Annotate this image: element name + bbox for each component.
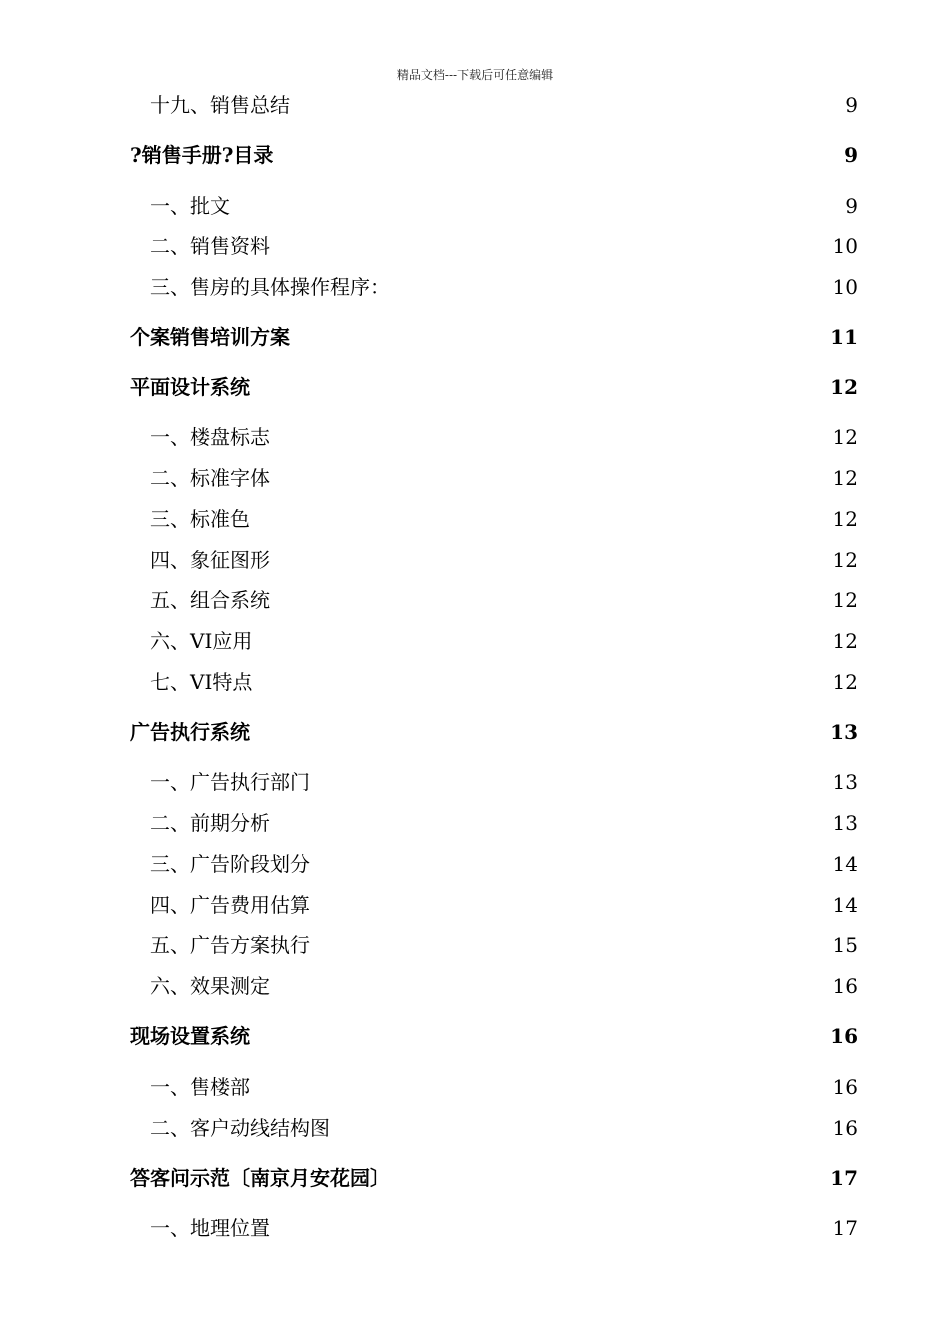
toc-entry-title: 三、售房的具体操作程序： bbox=[150, 275, 390, 299]
toc-entry[interactable] bbox=[150, 1073, 858, 1101]
toc-section[interactable] bbox=[130, 323, 858, 351]
toc-entry[interactable] bbox=[150, 850, 858, 878]
toc-entry[interactable] bbox=[150, 464, 858, 492]
toc-entry[interactable] bbox=[150, 627, 858, 655]
toc-section-title: 现场设置系统 bbox=[130, 1024, 250, 1048]
toc-entry-page: 12 bbox=[832, 629, 858, 653]
toc-entry-title: 六、效果测定 bbox=[150, 974, 270, 998]
page-header: 精品文档---下载后可任意编辑 bbox=[396, 68, 554, 82]
toc-section-page: 12 bbox=[830, 375, 858, 399]
toc-section-page: 9 bbox=[844, 143, 858, 167]
toc-entry-page: 12 bbox=[832, 466, 858, 490]
toc-entry-page: 17 bbox=[832, 1216, 858, 1240]
toc-entry-page: 15 bbox=[832, 933, 858, 957]
toc-entry[interactable] bbox=[150, 232, 858, 260]
toc-entry-title: 二、标准字体 bbox=[150, 466, 270, 490]
toc-entry-page: 16 bbox=[832, 1116, 858, 1140]
toc-entry-page: 13 bbox=[832, 811, 858, 835]
toc-entry[interactable] bbox=[150, 768, 858, 796]
toc-entry[interactable] bbox=[150, 931, 858, 959]
toc-entry-page: 12 bbox=[832, 548, 858, 572]
toc-entry[interactable] bbox=[150, 423, 858, 451]
toc-entry-page: 10 bbox=[832, 234, 858, 258]
toc-entry-title: 七、VI特点 bbox=[150, 670, 253, 694]
toc-entry-page: 12 bbox=[832, 670, 858, 694]
toc-entry[interactable] bbox=[150, 546, 858, 574]
toc-entry-page: 10 bbox=[832, 275, 858, 299]
toc-section[interactable] bbox=[130, 1022, 858, 1050]
toc-section-page: 16 bbox=[830, 1024, 858, 1048]
toc-entry[interactable] bbox=[150, 505, 858, 533]
toc-entry-title: 一、售楼部 bbox=[150, 1075, 250, 1099]
toc-section-title: 个案销售培训方案 bbox=[130, 325, 290, 349]
toc-section-page: 17 bbox=[830, 1166, 858, 1190]
toc-entry-title: 六、VI应用 bbox=[150, 629, 253, 653]
toc-entry-page: 9 bbox=[845, 194, 858, 218]
toc-entry[interactable] bbox=[150, 668, 858, 696]
toc-entry-page: 12 bbox=[832, 507, 858, 531]
toc-entry-title: 一、楼盘标志 bbox=[150, 425, 270, 449]
toc-entry[interactable] bbox=[150, 891, 858, 919]
toc-entry[interactable] bbox=[150, 192, 858, 220]
toc-section[interactable] bbox=[130, 1164, 858, 1192]
toc-section[interactable] bbox=[130, 718, 858, 746]
toc-section[interactable] bbox=[130, 373, 858, 401]
toc-entry-title: 二、销售资料 bbox=[150, 234, 270, 258]
toc-section[interactable] bbox=[130, 141, 858, 169]
toc-entry-page: 16 bbox=[832, 1075, 858, 1099]
toc-section-title: 广告执行系统 bbox=[130, 720, 250, 744]
toc-entry-page: 13 bbox=[832, 770, 858, 794]
toc-entry-page: 14 bbox=[832, 893, 858, 917]
toc-entry-title: 五、广告方案执行 bbox=[150, 933, 310, 957]
toc-entry[interactable] bbox=[150, 809, 858, 837]
toc-entry[interactable] bbox=[150, 586, 858, 614]
toc-entry-title: 二、前期分析 bbox=[150, 811, 270, 835]
toc-entry-title: 五、组合系统 bbox=[150, 588, 270, 612]
toc-section-title: ?销售手册?目录 bbox=[130, 143, 274, 167]
toc-entry-title: 四、象征图形 bbox=[150, 548, 270, 572]
toc-entry-title: 三、标准色 bbox=[150, 507, 250, 531]
toc-entry-page: 14 bbox=[832, 852, 858, 876]
toc-section-page: 11 bbox=[830, 325, 858, 349]
toc-entry-title: 一、广告执行部门 bbox=[150, 770, 310, 794]
toc-entry-page: 12 bbox=[832, 425, 858, 449]
toc-entry-title: 一、地理位置 bbox=[150, 1216, 270, 1240]
toc-entry-title: 十九、销售总结 bbox=[150, 93, 290, 117]
toc-entry[interactable] bbox=[150, 91, 858, 119]
toc-entry-page: 12 bbox=[832, 588, 858, 612]
toc-entry-title: 三、广告阶段划分 bbox=[150, 852, 310, 876]
toc-entry[interactable] bbox=[150, 273, 858, 301]
toc-entry[interactable] bbox=[150, 972, 858, 1000]
toc-entry-title: 二、客户动线结构图 bbox=[150, 1116, 330, 1140]
toc-section-title: 平面设计系统 bbox=[130, 375, 250, 399]
toc-entry-page: 9 bbox=[845, 93, 858, 117]
toc-entry-title: 四、广告费用估算 bbox=[150, 893, 310, 917]
toc-section-title: 答客问示范〔南京月安花园〕 bbox=[130, 1166, 390, 1190]
toc-entry[interactable] bbox=[150, 1214, 858, 1242]
toc-entry-page: 16 bbox=[832, 974, 858, 998]
toc-section-page: 13 bbox=[830, 720, 858, 744]
toc-entry-title: 一、批文 bbox=[150, 194, 230, 218]
toc-entry[interactable] bbox=[150, 1114, 858, 1142]
